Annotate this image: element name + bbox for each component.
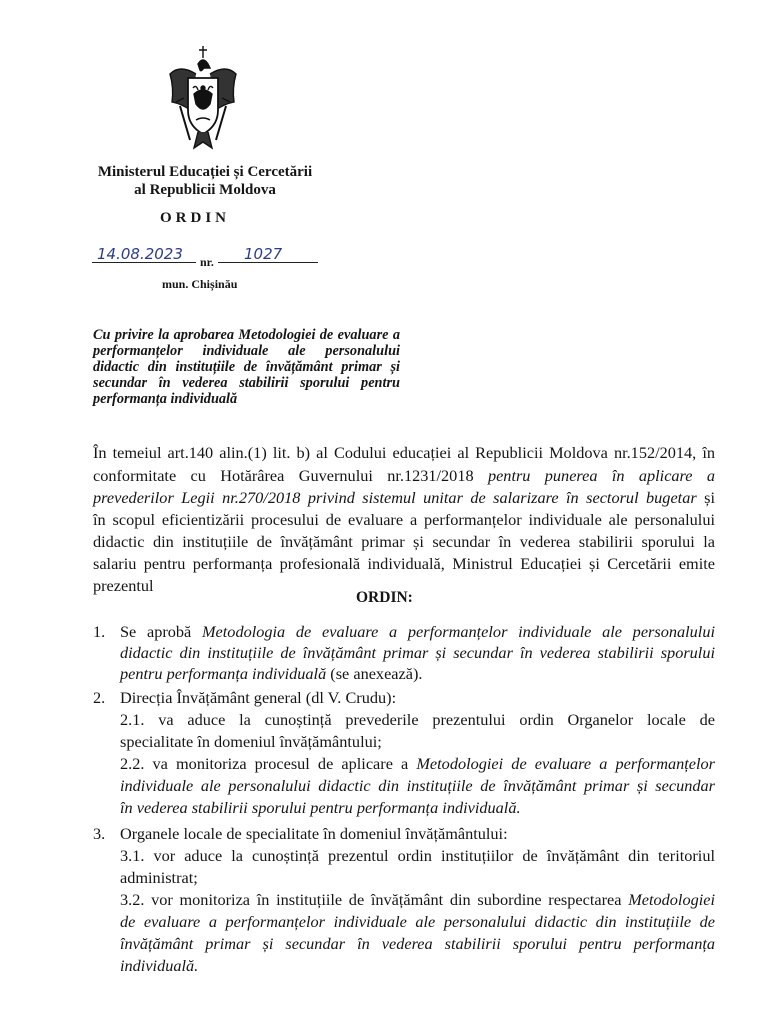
preamble-line: în scopul eficientizării procesului de evaluare a performanțelor individuale ale personalului bbox=[93, 510, 715, 529]
item-line: învățământ primar și secundar în vederea stabilirii sporului pentru performanța bbox=[120, 934, 715, 953]
item-number: 2. bbox=[93, 688, 106, 707]
document-type: ORDIN bbox=[160, 210, 231, 226]
number-label: nr. bbox=[200, 255, 214, 269]
item-line: Direcția Învățământ general (dl V. Crudu): bbox=[120, 688, 397, 707]
item-line: individuală. bbox=[120, 956, 199, 975]
item-line: specialitate în domeniul învățământului; bbox=[120, 732, 382, 751]
handwritten-number: 1027 bbox=[244, 245, 283, 263]
preamble-line: conformitate cu Hotărârea Guvernului nr.1231/2018 pentru punerea în aplicare a bbox=[93, 466, 715, 485]
ordin-heading: ORDIN: bbox=[356, 589, 413, 606]
item-number: 3. bbox=[93, 824, 106, 843]
moldova-coat-of-arms-icon bbox=[160, 44, 246, 152]
preamble-line: prezentul bbox=[93, 576, 154, 595]
preamble-line: didactic din instituțiile de învățământ primar și secundar în vederea stabilirii sporului la bbox=[93, 532, 715, 551]
item-line: pentru performanța individuală (se anexează). bbox=[120, 664, 423, 683]
item-line: 2.2. va monitoriza procesul de aplicare a Metodologiei de evaluare a performanțelor bbox=[120, 754, 715, 773]
item-line: Organele locale de specialitate în domeniul învățământului: bbox=[120, 824, 508, 843]
date-line bbox=[92, 262, 196, 263]
preamble-line: În temeiul art.140 alin.(1) lit. b) al Codului educației al Republicii Moldova nr.152/2014, în bbox=[93, 443, 715, 462]
item-line: didactic din instituțiile de învățământ primar și secundar în vederea stabilirii sporului bbox=[120, 643, 715, 662]
number-line bbox=[218, 262, 318, 263]
item-number: 1. bbox=[93, 622, 106, 641]
item-line: administrat; bbox=[120, 868, 198, 887]
place: mun. Chișinău bbox=[162, 277, 238, 291]
preamble-line: prevederilor Legii nr.270/2018 privind sistemul unitar de salarizare în sectorul bugetar și bbox=[93, 488, 715, 507]
item-line: 2.1. va aduce la cunoștință prevederile prezentului ordin Organelor locale de bbox=[120, 710, 715, 729]
item-line: 3.2. vor monitoriza în instituțiile de învățământ din subordine respectarea Metodologiei bbox=[120, 890, 715, 909]
item-line: de evaluare a performanțelor individuale ale personalului didactic din instituțiile de bbox=[120, 912, 715, 931]
item-line: Se aprobă Metodologia de evaluare a performanțelor individuale ale personalului bbox=[120, 622, 715, 641]
preamble-line: salariu pentru performanța profesională individuală, Ministrul Educației și Cercetării emite bbox=[93, 554, 715, 573]
item-line: 3.1. vor aduce la cunoștință prezentul ordin instituțiilor de învățământ din teritoriul bbox=[120, 846, 715, 865]
item-line: în vederea stabilirii sporului pentru performanța individuală. bbox=[120, 798, 521, 817]
document-subject: Cu privire la aprobarea Metodologiei de evaluare a performanțelor individuale ale personalului didactic din instituțiile de învățământ primar și secundar în vederea stabilirii sporului pentru performanța individuală bbox=[93, 327, 400, 407]
item-line: individuale ale personalului didactic din instituțiile de învățământ primar și secundar bbox=[120, 776, 715, 795]
handwritten-date: 14.08.2023 bbox=[97, 245, 183, 263]
ministry-country: al Republicii Moldova bbox=[134, 182, 276, 198]
ministry-name: Ministerul Educației și Cercetării bbox=[97, 164, 313, 180]
